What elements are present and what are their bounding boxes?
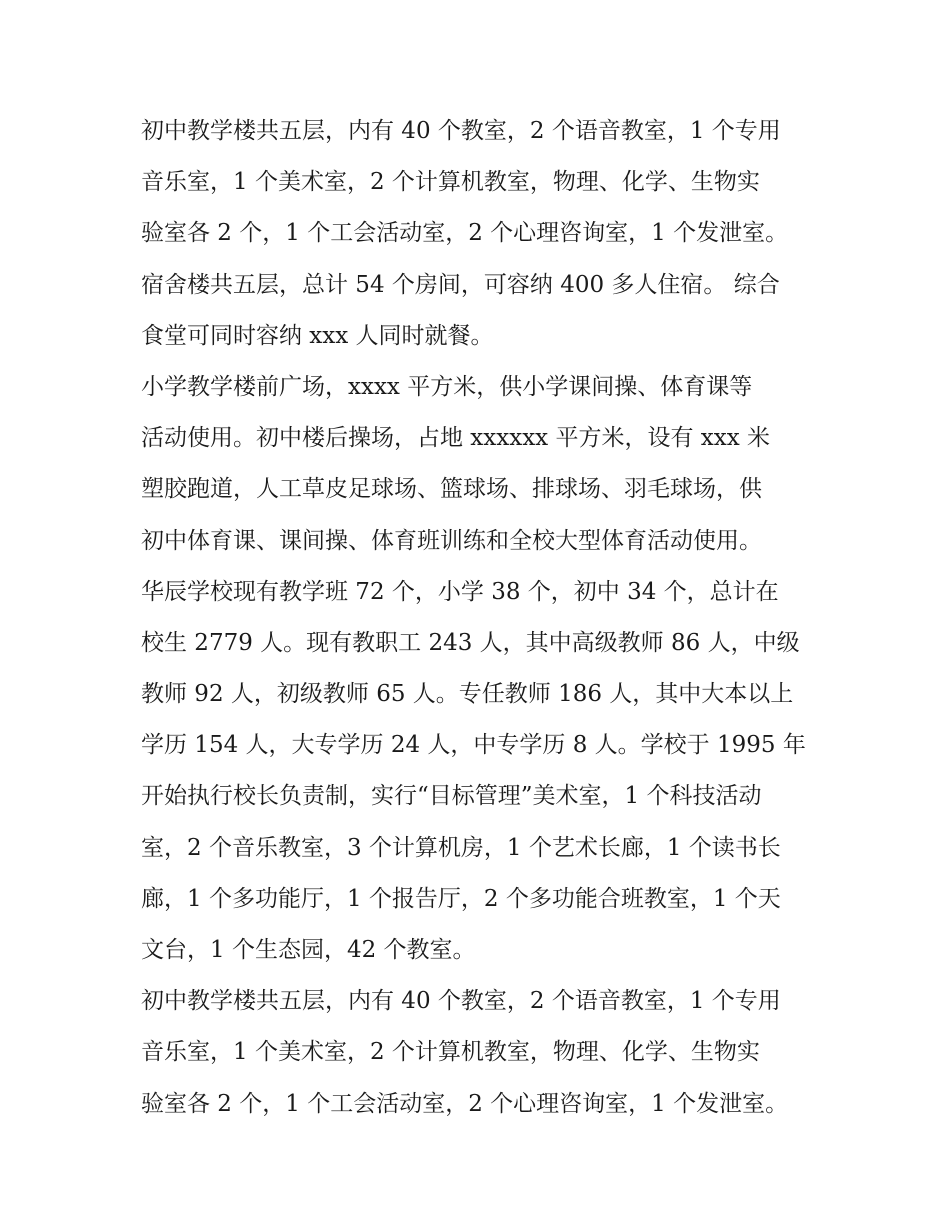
text-line: 开始执行校长负责制，实行“目标管理”美术室，1 个科技活动 bbox=[141, 783, 762, 810]
paragraph-2 bbox=[141, 362, 813, 976]
text-line: 小学教学楼前广场，xxxx 平方米，供小学课间操、体育课等 bbox=[141, 373, 753, 400]
text-line: 教师 92 人，初级教师 65 人。专任教师 186 人，其中大本以上 bbox=[141, 681, 794, 708]
text-line: 音乐室，1 个美术室，2 个计算机教室，物理、化学、生物实 bbox=[141, 169, 760, 196]
text-line: 活动使用。初中楼后操场，占地 xxxxxx 平方米，设有 xxx 米 bbox=[141, 425, 770, 452]
text-line: 室，2 个音乐教室，3 个计算机房，1 个艺术长廊，1 个读书长 bbox=[141, 834, 781, 861]
paragraph-3 bbox=[141, 976, 813, 1130]
text-line: 初中体育课、课间操、体育班训练和全校大型体育活动使用。 bbox=[141, 527, 762, 554]
text-line: 文台，1 个生态园，42 个教室。 bbox=[141, 937, 476, 963]
text-line: 学历 154 人，大专学历 24 人，中专学历 8 人。学校于 1995 年 bbox=[141, 732, 806, 759]
text-line: 音乐室，1 个美术室，2 个计算机教室，物理、化学、生物实 bbox=[141, 1039, 760, 1066]
text-line: 验室各 2 个，1 个工会活动室，2 个心理咨询室，1 个发泄室。 bbox=[141, 1090, 789, 1117]
text-line: 塑胶跑道，人工草皮足球场、篮球场、排球场、羽毛球场，供 bbox=[141, 476, 762, 503]
document-body bbox=[141, 106, 813, 1130]
text-line: 校生 2779 人。现有教职工 243 人，其中高级教师 86 人，中级 bbox=[141, 629, 800, 656]
text-line: 初中教学楼共五层，内有 40 个教室，2 个语音教室，1 个专用 bbox=[141, 988, 781, 1015]
paragraph-1 bbox=[141, 106, 813, 362]
text-line: 初中教学楼共五层，内有 40 个教室，2 个语音教室，1 个专用 bbox=[141, 118, 781, 144]
text-line: 验室各 2 个，1 个工会活动室，2 个心理咨询室，1 个发泄室。 bbox=[141, 220, 789, 247]
text-line: 廊，1 个多功能厅，1 个报告厅，2 个多功能合班教室，1 个天 bbox=[141, 885, 781, 912]
text-line: 宿舍楼共五层，总计 54 个房间，可容纳 400 多人住宿。 综合 bbox=[141, 271, 780, 298]
text-line: 华辰学校现有教学班 72 个，小学 38 个，初中 34 个，总计在 bbox=[141, 578, 779, 605]
text-line: 食堂可同时容纳 xxx 人同时就餐。 bbox=[141, 322, 494, 349]
